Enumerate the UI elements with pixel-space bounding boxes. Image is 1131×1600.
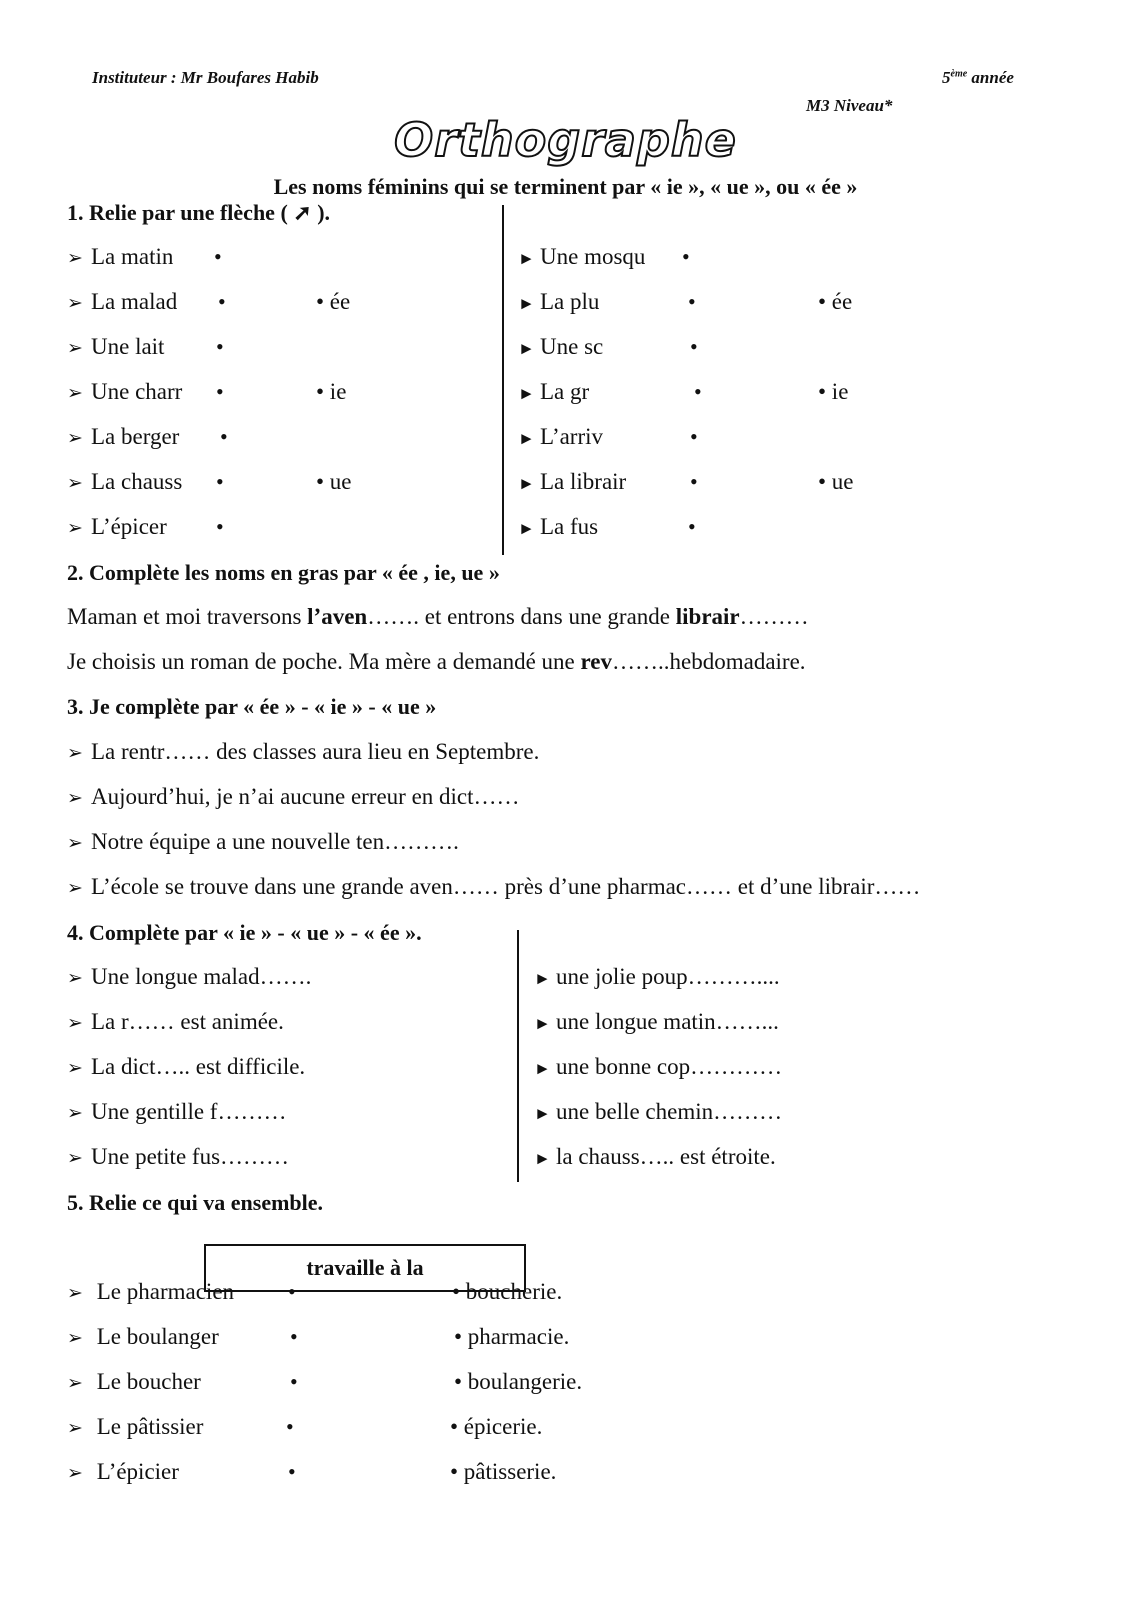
match-word: Une lait [91, 334, 165, 359]
sentence-text: la chauss….. est étroite. [556, 1144, 776, 1169]
grade-number: 5 [942, 68, 951, 87]
exercise-3-sentence [67, 829, 459, 855]
bold-word: rev [580, 649, 613, 674]
text: ……. et entrons dans une grande [367, 604, 676, 629]
bold-word: librair [675, 604, 740, 629]
person-name: Le pharmacien [91, 1279, 235, 1304]
match-word: Une mosqu [540, 244, 646, 269]
match-dot: • [688, 514, 696, 539]
triangle-bullet-icon: ► [518, 294, 535, 313]
ending-option: • ue [818, 469, 854, 494]
exercise-4-left-item [67, 1009, 284, 1035]
match-word: La gr [540, 379, 590, 404]
match-right-item [518, 379, 589, 405]
ending-option: • ue [316, 469, 352, 494]
match-dot: • [688, 289, 696, 314]
exercise-4-right-item [534, 1099, 782, 1125]
exercise-5-heading: 5. Relie ce qui va ensemble. [67, 1190, 324, 1215]
sentence-text: une belle chemin……… [556, 1099, 783, 1124]
match-dot: • [218, 289, 226, 314]
sentence-text: L’école se trouve dans une grande aven…… près d’une pharmac…… et d’une librair…… [91, 874, 921, 899]
arrow-bullet-icon: ➢ [67, 338, 83, 359]
match-dot: • [690, 424, 698, 449]
arrow-bullet-icon: ➢ [67, 743, 83, 764]
match-left-item [67, 469, 182, 495]
match-dot: • [216, 334, 224, 359]
match-word: La chauss [91, 469, 183, 494]
sentence-text: Une petite fus……… [91, 1144, 290, 1169]
arrow-bullet-icon: ➢ [67, 968, 83, 989]
ending-option: • ie [316, 379, 347, 404]
match-dot: • [288, 1459, 296, 1484]
arrow-bullet-icon: ➢ [67, 1103, 83, 1124]
text: Je choisis un roman de poche. Ma mère a demandé une [67, 649, 581, 674]
match-dot: • [214, 244, 222, 269]
exercise-4-right-item [534, 1009, 779, 1035]
ending-option: • ée [316, 289, 351, 314]
place-item: • épicerie. [450, 1414, 543, 1439]
person-item [67, 1369, 201, 1395]
match-word: La matin [91, 244, 174, 269]
match-dot: • [288, 1279, 296, 1304]
person-name: L’épicier [91, 1459, 179, 1484]
place-item: • pharmacie. [454, 1324, 570, 1349]
triangle-bullet-icon: ► [534, 1149, 551, 1168]
grade-superscript: ème [950, 68, 968, 80]
match-dot: • [216, 514, 224, 539]
sentence-text: Une longue malad……. [91, 964, 312, 989]
match-right-item [518, 289, 599, 315]
exercise-1-heading [67, 200, 330, 226]
match-word: L’épicer [91, 514, 167, 539]
match-dot: • [694, 379, 702, 404]
diagonal-arrow-icon: ➚ [293, 200, 312, 225]
triangle-bullet-icon: ► [534, 1104, 551, 1123]
match-dot: • [690, 469, 698, 494]
teacher-name: Instituteur : Mr Boufares Habib [92, 68, 319, 87]
sentence-box: travaille à la [204, 1244, 526, 1292]
match-dot: • [286, 1414, 294, 1439]
exercise-4-left-item [67, 1054, 305, 1080]
triangle-bullet-icon: ► [518, 249, 535, 268]
sentence-text: une jolie poup……….... [556, 964, 780, 989]
exercise-3-sentence [67, 874, 920, 900]
match-left-item [67, 334, 164, 360]
bold-word: l’aven [307, 604, 368, 629]
match-left-item [67, 244, 173, 270]
match-word: La berger [91, 424, 180, 449]
sentence-text: Notre équipe a une nouvelle ten………. [91, 829, 459, 854]
arrow-bullet-icon: ➢ [67, 788, 83, 809]
exercise-4-left-item [67, 964, 311, 990]
exercise-4-right-item [534, 1144, 776, 1170]
place-item: • boulangerie. [454, 1369, 583, 1394]
person-name: Le pâtissier [91, 1414, 204, 1439]
exercise-3-heading: 3. Je complète par « ée » - « ie » - « ue » [67, 694, 437, 719]
match-word: La plu [540, 289, 600, 314]
ending-option: • ie [818, 379, 849, 404]
triangle-bullet-icon: ► [534, 1059, 551, 1078]
sentence-text: Aujourd’hui, je n’ai aucune erreur en dict…… [91, 784, 520, 809]
sentence-text: Une gentille f……… [91, 1099, 287, 1124]
match-dot: • [290, 1369, 298, 1394]
arrow-bullet-icon: ➢ [67, 1373, 83, 1394]
sentence-text: une bonne cop………… [556, 1054, 783, 1079]
match-left-item [67, 424, 179, 450]
match-left-item [67, 289, 177, 315]
ending-option: • ée [818, 289, 853, 314]
arrow-bullet-icon: ➢ [67, 383, 83, 404]
exercise-4-left-item [67, 1099, 286, 1125]
match-word: Une sc [540, 334, 604, 359]
exercise-2-heading: 2. Complète les noms en gras par « ée , ie, ue » [67, 560, 500, 585]
exercise-3-sentence [67, 739, 539, 765]
page-subtitle: Les noms féminins qui se terminent par « ie », « ue », ou « ée » [273, 174, 858, 199]
column-divider [517, 930, 519, 1182]
exercise-1-heading-end: ). [317, 200, 331, 225]
text: ……… [739, 604, 809, 629]
match-right-item [518, 514, 598, 540]
match-word: Une charr [91, 379, 183, 404]
level-label: M3 Niveau* [806, 96, 893, 115]
exercise-4-right-item [534, 1054, 782, 1080]
arrow-bullet-icon: ➢ [67, 428, 83, 449]
match-dot: • [690, 334, 698, 359]
match-right-item [518, 244, 645, 270]
triangle-bullet-icon: ► [518, 474, 535, 493]
triangle-bullet-icon: ► [518, 384, 535, 403]
match-word: L’arriv [540, 424, 604, 449]
match-dot: • [682, 244, 690, 269]
column-divider [502, 205, 504, 555]
grade-word: année [971, 68, 1014, 87]
exercise-4-left-item [67, 1144, 289, 1170]
match-word: La fus [540, 514, 599, 539]
triangle-bullet-icon: ► [534, 969, 551, 988]
person-name: Le boulanger [91, 1324, 219, 1349]
match-left-item [67, 379, 182, 405]
arrow-bullet-icon: ➢ [67, 293, 83, 314]
exercise-2-line-2 [67, 649, 806, 675]
triangle-bullet-icon: ► [518, 429, 535, 448]
triangle-bullet-icon: ► [534, 1014, 551, 1033]
arrow-bullet-icon: ➢ [67, 833, 83, 854]
exercise-1-heading-text: 1. Relie par une flèche ( [67, 200, 288, 225]
match-left-item [67, 514, 167, 540]
sentence-text: La r…… est animée. [91, 1009, 284, 1034]
arrow-bullet-icon: ➢ [67, 1148, 83, 1169]
match-dot: • [220, 424, 228, 449]
page-title: Orthographe [394, 113, 737, 167]
triangle-bullet-icon: ► [518, 519, 535, 538]
place-item: • pâtisserie. [450, 1459, 557, 1484]
arrow-bullet-icon: ➢ [67, 1463, 83, 1484]
text: Maman et moi traversons [67, 604, 308, 629]
arrow-bullet-icon: ➢ [67, 878, 83, 899]
match-word: La malad [91, 289, 178, 314]
person-item [67, 1414, 203, 1440]
arrow-bullet-icon: ➢ [67, 1328, 83, 1349]
triangle-bullet-icon: ► [518, 339, 535, 358]
match-right-item [518, 424, 603, 450]
match-right-item [518, 334, 603, 360]
exercise-2-line-1 [67, 604, 809, 630]
match-dot: • [290, 1324, 298, 1349]
arrow-bullet-icon: ➢ [67, 1283, 83, 1304]
match-word: La librair [540, 469, 627, 494]
match-dot: • [216, 379, 224, 404]
grade-label [942, 68, 1014, 88]
place-item: • boucherie. [452, 1279, 563, 1304]
arrow-bullet-icon: ➢ [67, 1013, 83, 1034]
arrow-bullet-icon: ➢ [67, 1058, 83, 1079]
arrow-bullet-icon: ➢ [67, 518, 83, 539]
sentence-text: La rentr…… des classes aura lieu en Septembre. [91, 739, 540, 764]
arrow-bullet-icon: ➢ [67, 1418, 83, 1439]
exercise-4-right-item [534, 964, 780, 990]
person-name: Le boucher [91, 1369, 201, 1394]
person-item [67, 1279, 234, 1305]
arrow-bullet-icon: ➢ [67, 473, 83, 494]
match-right-item [518, 469, 626, 495]
arrow-bullet-icon: ➢ [67, 248, 83, 269]
person-item [67, 1324, 219, 1350]
exercise-4-heading: 4. Complète par « ie » - « ue » - « ée ». [67, 920, 422, 945]
text: ……..hebdomadaire. [612, 649, 806, 674]
sentence-text: une longue matin……... [556, 1009, 779, 1034]
sentence-text: La dict….. est difficile. [91, 1054, 306, 1079]
person-item [67, 1459, 179, 1485]
match-dot: • [216, 469, 224, 494]
exercise-3-sentence [67, 784, 520, 810]
